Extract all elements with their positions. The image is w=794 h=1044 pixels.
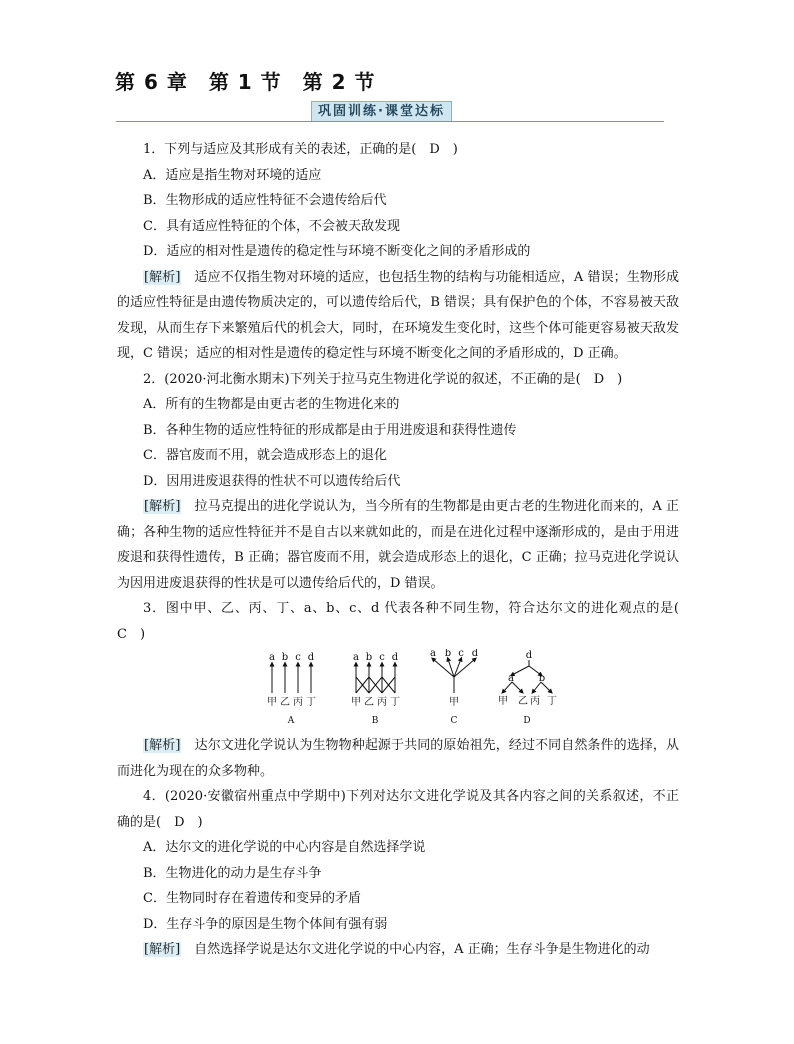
q2-stem: 2．(2020·河北衡水期末)下列关于拉马克生物进化学说的叙述，不正确的是( D ) bbox=[143, 371, 623, 387]
label-yi: 乙 bbox=[280, 697, 290, 708]
label-b: b bbox=[444, 649, 452, 659]
q2-option-c: C．器官废而不用，就会造成形态上的退化 bbox=[143, 448, 387, 463]
q4-option-a: A．达尔文的进化学说的中心内容是自然选择学说 bbox=[143, 840, 426, 855]
label-b: b bbox=[281, 652, 289, 663]
analysis-tag: [解析] bbox=[144, 269, 181, 285]
q2-option-b: B．各种生物的适应性特征的形成都是由于用进废退和获得性遗传 bbox=[143, 422, 517, 438]
analysis-tag: [解析] bbox=[144, 499, 181, 514]
label-jia: 甲 bbox=[449, 697, 459, 708]
q1-stem: 1．下列与适应及其形成有关的表述，正确的是( D ) bbox=[143, 142, 458, 157]
label-bing: 丙 bbox=[377, 697, 387, 708]
analysis-tag: [解析] bbox=[144, 738, 181, 753]
label-c: c bbox=[379, 652, 385, 663]
q2-option-d: D．因用进废退获得的性状不可以遗传给后代 bbox=[143, 473, 401, 489]
label-a: a bbox=[353, 652, 359, 663]
q1-option-b: B．生物形成的适应性特征不会遗传给后代 bbox=[143, 193, 387, 208]
q4-analysis-text: 自然选择学说是达尔文进化学说的中心内容，A 正确；生存斗争是生物进化的动 bbox=[181, 942, 650, 957]
q2-analysis-text: 拉马克提出的进化学说认为，当今所有的生物都是由更古老的生物进化而来的，A 正确；各种生物的适应性特征并不是自古以来就如此的，而是在进化过程中逐渐形成的，是由于用进废退和获得性遗传，B 正确；器官废而不用，就会造成形态上的退化，C 正确；拉马克进化学说认为因用进废退获得的性状是可以遗传给后代的，D 错误。 bbox=[117, 499, 679, 591]
label-b: b bbox=[538, 673, 546, 684]
label-yi: 乙 bbox=[364, 697, 374, 708]
label-ding: 丁 bbox=[306, 697, 316, 708]
evolution-diagrams-svg bbox=[267, 649, 557, 733]
panel-label-b: B bbox=[371, 716, 379, 726]
label-ding: 丁 bbox=[547, 696, 557, 707]
label-d: d bbox=[525, 650, 533, 661]
label-d: d bbox=[391, 652, 399, 663]
q2-analysis bbox=[117, 494, 679, 596]
label-ding: 丁 bbox=[390, 697, 400, 708]
panel-d-branch bbox=[512, 666, 529, 675]
label-jia: 甲 bbox=[267, 697, 277, 708]
q1-analysis-text: 适应不仅指生物对环境的适应，也包括生物的结构与功能相适应，A 错误；生物形成的适应性特征是由遗传物质决定的，可以遗传给后代，B 错误；具有保护色的个体，不容易被天敌发现，从而生存下来繁殖后代的机会大，同时，在环境发生变化时，这些个体可能更容易被天敌发现，C 错误；适应的相对性是遗传的稳定性与环境不断变化之间的矛盾形成的，D 正确。 bbox=[117, 269, 679, 361]
q3-analysis bbox=[117, 733, 679, 784]
label-c: c bbox=[458, 649, 464, 659]
q1-option-a: A．适应是指生物对环境的适应 bbox=[143, 167, 322, 183]
label-bing: 丙 bbox=[293, 697, 303, 708]
q1-option-c: C．具有适应性特征的个体，不会被天敌发现 bbox=[143, 218, 400, 234]
panel-label-a: A bbox=[287, 716, 295, 726]
label-d: d bbox=[307, 652, 315, 663]
label-b: b bbox=[365, 652, 373, 663]
section-banner: 巩固训练·课堂达标 bbox=[311, 101, 452, 122]
label-jia: 甲 bbox=[498, 696, 508, 707]
q4-option-b: B．生物进化的动力是生存斗争 bbox=[143, 865, 322, 881]
q4-option-d: D．生存斗争的原因是生物个体间有强有弱 bbox=[143, 916, 388, 932]
label-c: c bbox=[295, 652, 301, 663]
analysis-tag: [解析] bbox=[144, 942, 181, 957]
panel-label-c: C bbox=[450, 716, 458, 726]
label-jia: 甲 bbox=[351, 697, 361, 708]
q1-option-d: D．适应的相对性是遗传的稳定性与环境不断变化之间的矛盾形成的 bbox=[143, 244, 531, 259]
label-a: a bbox=[508, 673, 514, 684]
q3-analysis-text: 达尔文进化学说认为生物物种起源于共同的原始祖先，经过不同自然条件的选择，从而进化为现在的众多物种。 bbox=[117, 738, 679, 779]
q3-stem: 3．图中甲、乙、丙、丁、a、b、c、d 代表各种不同生物，符合达尔文的进化观点的是( C ) bbox=[117, 601, 693, 642]
q4-analysis bbox=[117, 937, 679, 963]
label-d: d bbox=[471, 649, 479, 659]
q2-option-a: A．所有的生物都是由更古老的生物进化来的 bbox=[143, 397, 400, 412]
question-content bbox=[117, 137, 693, 963]
label-a: a bbox=[430, 649, 436, 659]
panel-label-d: D bbox=[523, 716, 531, 726]
q4-stem: 4．(2020·安徽宿州重点中学期中)下列对达尔文进化学说及其各内容之间的关系叙述，不正确的是( D ) bbox=[117, 789, 679, 830]
label-yi: 乙 bbox=[518, 696, 528, 707]
q1-analysis bbox=[117, 265, 679, 367]
evolution-tree-figure bbox=[117, 647, 679, 733]
label-bing: 丙 bbox=[530, 696, 540, 707]
chapter-title: 第 6 章 第 1 节 第 2 节 bbox=[115, 70, 376, 94]
q4-option-c: C．生物同时存在着遗传和变异的矛盾 bbox=[143, 891, 361, 906]
banner-divider bbox=[116, 121, 664, 122]
label-a: a bbox=[269, 652, 275, 663]
